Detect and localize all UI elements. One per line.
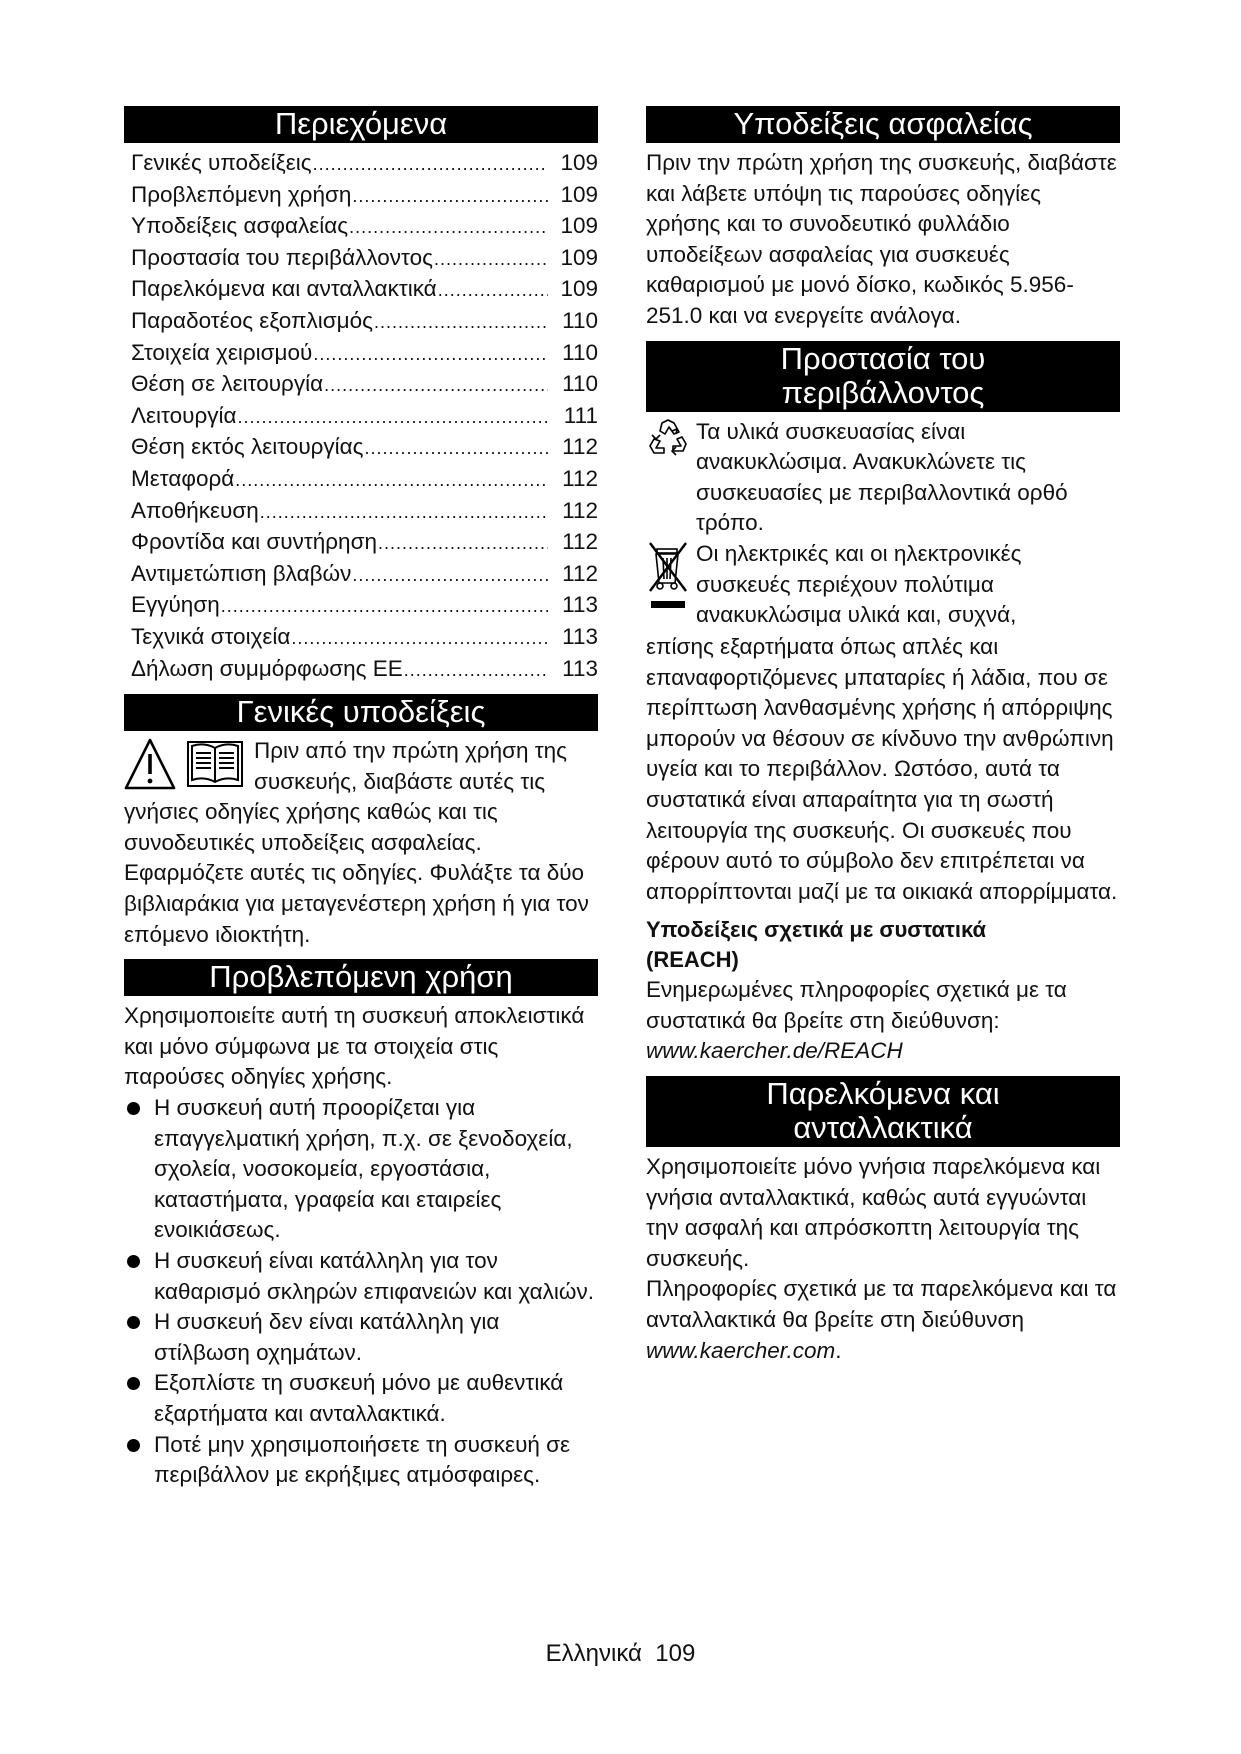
toc-entry-page: 113 <box>562 655 598 681</box>
safety-heading: Υποδείξεις ασφαλείας <box>646 106 1120 143</box>
reach-text: Ενημερωμένες πληροφορίες σχετικά με τα συστατικά θα βρείτε στη διεύθυνση: <box>646 977 1067 1033</box>
toc-entry-title: Δήλωση συμμόρφωσης ΕΕ <box>131 655 403 681</box>
toc-entry-title: Θέση εκτός λειτουργίας <box>131 434 364 460</box>
toc-entry[interactable] <box>124 590 598 622</box>
toc-entry[interactable] <box>124 432 598 464</box>
general-intro-text: γνήσιες οδηγίες χρήσης καθώς και τις συνοδευτικές υποδείξεις ασφαλείας. Εφαρμόζετε αυτές τις οδηγίες. Φυλάξτε τα δύο βιβλιαράκια για μεταγενέστερη χρήση ή για τον επόμενο ιδιοκτήτη. <box>124 799 589 947</box>
toc-entry-page: 112 <box>562 529 598 555</box>
intended-use-heading: Προβλεπόμενη χρήση <box>124 959 598 996</box>
reach-heading-line1: Υποδείξεις σχετικά με συστατικά <box>646 917 987 943</box>
toc-entry[interactable] <box>124 622 598 654</box>
general-notes-intro <box>124 736 598 797</box>
toc-entry[interactable] <box>124 559 598 591</box>
toc-entry-title: Αποθήκευση <box>131 497 259 523</box>
toc-entry-title: Γενικές υποδείξεις <box>131 150 312 175</box>
general-intro-line1: Πριν από την πρώτη χρήση της <box>254 738 567 764</box>
page-number: 109 <box>655 1640 696 1667</box>
intended-use-list <box>124 1093 598 1491</box>
accessories-heading-line2: ανταλλακτικά <box>793 1110 973 1146</box>
weee-line2: συσκευές περιέχουν πολύτιμα <box>696 571 994 597</box>
toc-entry-page: 109 <box>560 276 598 302</box>
toc-entry-page: 113 <box>562 623 598 649</box>
crossed-bin-icon <box>646 539 696 632</box>
toc-entry[interactable] <box>124 369 598 401</box>
toc-leader <box>434 244 548 275</box>
toc-entry[interactable] <box>124 274 598 306</box>
toc-leader <box>404 655 548 686</box>
toc-entry[interactable] <box>124 464 598 496</box>
general-notes-heading: Γενικές υποδείξεις <box>124 694 598 731</box>
toc-entry-page: 109 <box>560 181 598 207</box>
toc-entry-title: Στοιχεία χειρισμού <box>131 339 313 365</box>
accessories-info-end: . <box>835 1337 842 1363</box>
reach-heading-line2: (REACH) <box>646 947 739 973</box>
toc-leader <box>365 433 548 464</box>
toc-leader <box>260 497 548 528</box>
toc-entry-title: Φροντίδα και συντήρηση <box>131 529 377 555</box>
toc-entry[interactable] <box>124 496 598 528</box>
toc-leader <box>235 465 548 496</box>
toc-entry[interactable] <box>124 148 598 180</box>
page-footer <box>0 1640 1241 1668</box>
toc-entry-page: 112 <box>562 465 598 491</box>
toc-entry-page: 109 <box>560 150 598 175</box>
weee-note <box>646 539 1120 632</box>
toc-leader <box>352 560 548 591</box>
toc-entry-page: 109 <box>560 244 598 270</box>
toc-leader <box>313 149 548 180</box>
toc-entry-title: Εγγύηση <box>131 592 220 618</box>
toc-entry-title: Παραδοτέος εξοπλισμός <box>131 307 373 333</box>
accessories-info <box>646 1274 1120 1366</box>
toc-entry-title: Θέση σε λειτουργία <box>131 371 324 397</box>
kaercher-link[interactable]: www.kaercher.com <box>646 1337 836 1363</box>
toc-entry-title: Προστασία του περιβάλλοντος <box>131 244 433 270</box>
recycling-note <box>646 417 1120 539</box>
toc-entry-page: 112 <box>562 434 598 460</box>
toc-entry[interactable] <box>124 527 598 559</box>
left-column <box>124 106 598 1491</box>
toc-leader <box>352 181 548 212</box>
toc-leader <box>378 528 548 559</box>
environment-heading-line1: Προστασία του <box>780 340 986 376</box>
toc-leader <box>221 591 548 622</box>
toc-leader <box>438 275 548 306</box>
weee-text: επίσης εξαρτήματα όπως απλές και επαναφορτιζόμενες μπαταρίες ή λάδια, που σε περίπτωση λανθασμένης χρήσης ή απόρριψης μπορούν να θέσουν σε κίνδυνο την ανθρώπινη υγεία και το περιβάλλον. Ωστόσο, αυτά τα συστατικά είναι απαραίτητα για τη σωστή λειτουργία της συσκευής. Οι συσκευές που φέρουν αυτό το σύμβολο δεν επιτρέπεται να απορρίπτονται μαζί με τα οικιακά απορρίμματα. <box>646 633 1118 904</box>
toc-entry[interactable] <box>124 654 598 686</box>
accessories-heading <box>646 1076 1120 1147</box>
toc-entry-page: 109 <box>560 213 598 239</box>
toc-entry-title: Υποδείξεις ασφαλείας <box>131 213 349 239</box>
toc-entry-title: Αντιμετώπιση βλαβών <box>131 560 352 586</box>
toc-leader <box>238 402 548 433</box>
toc-entry-page: 110 <box>562 371 598 397</box>
toc-entry-title: Τεχνικά στοιχεία <box>131 623 291 649</box>
toc-leader <box>313 339 548 370</box>
accessories-text: Χρησιμοποιείτε μόνο γνήσια παρελκόμενα και γνήσια ανταλλακτικά, καθώς αυτά εγγυώνται την ασφαλή και απρόσκοπτη λειτουργία της συσκευής. <box>646 1154 1101 1271</box>
toc-entry-page: 112 <box>562 560 598 586</box>
toc-heading: Περιεχόμενα <box>124 106 598 143</box>
toc-entry-title: Προβλεπόμενη χρήση <box>131 181 352 207</box>
list-item: Η συσκευή δεν είναι κατάλληλη για στίλβωση οχημάτων. <box>124 1307 598 1368</box>
right-column <box>646 106 1120 1366</box>
toc-entry-title: Μεταφορά <box>131 465 235 491</box>
environment-heading-line2: περιβάλλοντος <box>781 374 985 410</box>
warning-triangle-icon <box>126 740 174 788</box>
toc-leader <box>324 370 548 401</box>
toc-entry[interactable] <box>124 180 598 212</box>
list-item: Ποτέ μην χρησιμοποιήσετε τη συσκευή σε περιβάλλον με εκρήξιμες ατμόσφαιρες. <box>124 1430 598 1491</box>
accessories-info-text: Πληροφορίες σχετικά με τα παρελκόμενα και τα ανταλλακτικά θα βρείτε στη διεύθυνση <box>646 1276 1117 1333</box>
toc-entry-page: 110 <box>562 339 598 365</box>
toc-entry[interactable] <box>124 243 598 275</box>
recycle-icon <box>646 417 696 539</box>
list-item: Εξοπλίστε τη συσκευή μόνο με αυθεντικά εξαρτήματα και ανταλλακτικά. <box>124 1368 598 1429</box>
reach-link[interactable]: www.kaercher.de/REACH <box>646 1038 903 1064</box>
toc-leader <box>374 307 548 338</box>
reach-heading <box>646 915 1120 975</box>
recycling-text: Τα υλικά συσκευασίας είναι ανακυκλώσιμα. Ανακυκλώνετε τις συσκευασίες με περιβαλλοντικά ορθό τρόπο. <box>696 418 1068 536</box>
list-item: Η συσκευή είναι κατάλληλη για τον καθαρισμό σκληρών επιφανειών και χαλιών. <box>124 1246 598 1307</box>
table-of-contents <box>124 148 598 685</box>
accessories-heading-line1: Παρελκόμενα και <box>766 1076 1000 1112</box>
toc-entry-page: 110 <box>562 307 598 333</box>
toc-entry-title: Παρελκόμενα και ανταλλακτικά <box>131 276 437 302</box>
weee-line1: Οι ηλεκτρικές και οι ηλεκτρονικές <box>696 540 1022 566</box>
toc-entry-page: 112 <box>562 497 598 523</box>
toc-leader <box>291 623 548 654</box>
intended-use-intro: Χρησιμοποιείτε αυτή τη συσκευή αποκλειστικά και μόνο σύμφωνα με τα στοιχεία στις παρούσες οδηγίες χρήσης. <box>124 1003 585 1090</box>
toc-entry-page: 111 <box>563 402 598 428</box>
toc-entry[interactable] <box>124 211 598 243</box>
toc-entry[interactable] <box>124 306 598 338</box>
toc-entry[interactable] <box>124 401 598 433</box>
toc-entry-title: Λειτουργία <box>131 402 237 428</box>
toc-entry-page: 113 <box>562 592 598 618</box>
weee-line3: ανακυκλώσιμα υλικά και, συχνά, <box>696 602 1017 628</box>
general-intro-line2: συσκευής, διαβάστε αυτές τις <box>254 768 546 794</box>
toc-leader <box>349 212 548 243</box>
safety-text: Πριν την πρώτη χρήση της συσκευής, διαβάστε και λάβετε υπόψη τις παρούσες οδηγίες χρήσης και το συνοδευτικό φυλλάδιο υποδείξεων ασφαλείας για συσκευές καθαρισμού με μονό δίσκο, κωδικός 5.956-251.0 και να ενεργείτε ανάλογα. <box>646 150 1117 328</box>
footer-language: Ελληνικά <box>545 1640 642 1667</box>
list-item: Η συσκευή αυτή προορίζεται για επαγγελματική χρήση, π.χ. σε ξενοδοχεία, σχολεία, νοσοκομεία, εργοστάσια, καταστήματα, γραφεία και εταιρείες ενοικιάσεως. <box>124 1093 598 1246</box>
manual-book-icon <box>188 742 242 786</box>
environment-heading <box>646 341 1120 412</box>
warning-and-manual-icon <box>124 736 254 794</box>
toc-entry[interactable] <box>124 338 598 370</box>
